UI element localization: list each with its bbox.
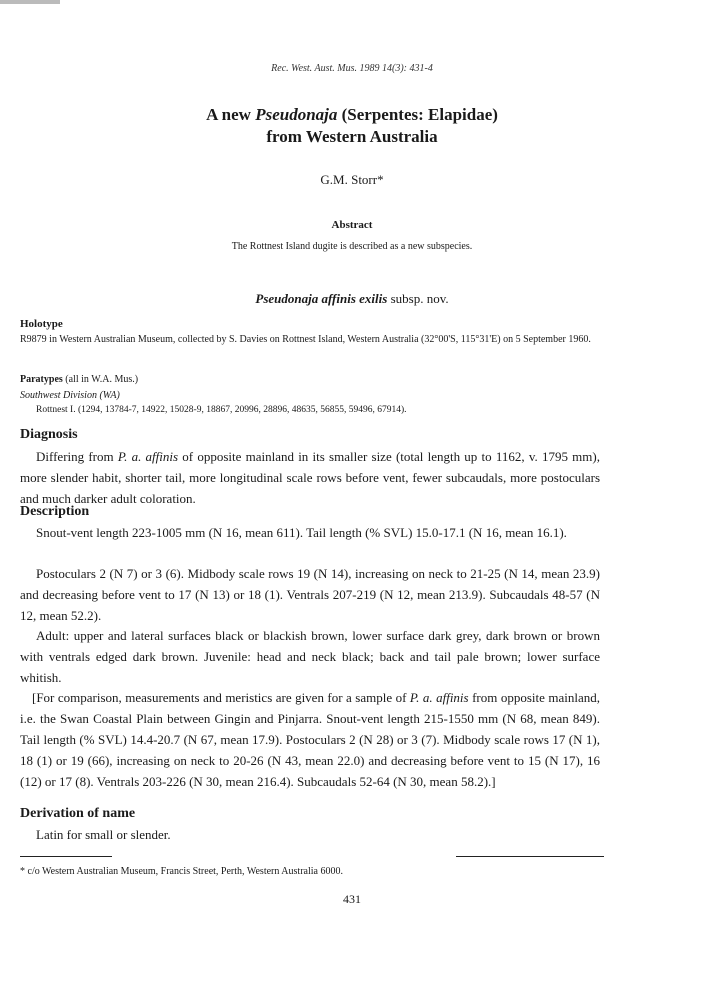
diagnosis-heading: Diagnosis (20, 427, 78, 442)
derivation-heading: Derivation of name (20, 806, 136, 821)
author: G.M. Storr* (320, 172, 384, 187)
abstract-heading: Abstract (331, 219, 373, 231)
comparison-post: from opposite mainland, i.e. the Swan Coastal Plain between Gingin and Pinjarra. Snout-vent length 215-1550 mm (N 68, mean 849). Tail length (% SVL) 14.4-20.7 (N 67, mean 17.9). Postoculars 2 (N 28) or 3 (7). Midbody scale rows 17 (N 1), 18 (1) or 19 (66), increasing on neck to 20-26 (N 43, mean 22.0) and decreasing before vent to 15 (N 17), 16 (12) or 17 (8). Ventrals 203-226 (N 30, mean 216.4). Subcaudals 52-64 (N 30, mean 58.2).] (20, 690, 600, 789)
holotype-heading: Holotype (20, 318, 63, 330)
paratypes-text: Rottnest I. (1294, 13784-7, 14922, 15028-9, 18867, 20996, 28896, 48635, 56855, 59496, 67914). (36, 405, 407, 415)
description-paragraph-1: Snout-vent length 223-1005 mm (N 16, mean 611). Tail length (% SVL) 15.0-17.1 (N 16, mean 16.1). (36, 525, 567, 540)
description-paragraph-2: Postoculars 2 (N 7) or 3 (6). Midbody scale rows 19 (N 14), increasing on neck to 21-25 (N 14, mean 23.9) and decreasing before vent to 17 (N 13) or 18 (1). Ventrals 207-219 (N 12, mean 213.9). Subcaudals 48-57 (N 12, mean 52.2). (20, 566, 600, 623)
footnote: * c/o Western Australian Museum, Francis Street, Perth, Western Australia 6000. (20, 866, 343, 877)
description-paragraph-4 (20, 687, 600, 792)
paratypes-region: Southwest Division (WA) (20, 390, 120, 401)
comparison-species: P. a. affinis (409, 690, 469, 705)
title-line-2: from Western Australia (266, 127, 438, 146)
title-line-1 (0, 104, 704, 126)
scan-edge-mark (0, 0, 60, 4)
taxon-name: Pseudonaja affinis exilis (255, 291, 388, 306)
title-genus: Pseudonaja (255, 105, 338, 124)
paper-title (0, 104, 704, 148)
footnote-rule-right (456, 856, 604, 857)
paratypes-heading: Paratypes (20, 374, 63, 385)
diagnosis-pre: Differing from (36, 449, 118, 464)
paratypes-location-note: (all in W.A. Mus.) (62, 374, 139, 385)
page-number: 431 (343, 892, 361, 906)
comparison-pre: [For comparison, measurements and meristics are given for a sample of (32, 690, 410, 705)
description-heading: Description (20, 504, 90, 519)
abstract-text: The Rottnest Island dugite is described as a new subspecies. (231, 241, 473, 252)
description-paragraph-3: Adult: upper and lateral surfaces black or blackish brown, lower surface dark grey, dark brown or brown with ventrals edged dark brown. Juvenile: head and neck black; back and tail pale brown; lower surface whitish. (20, 628, 600, 685)
footnote-rule-left (20, 856, 112, 857)
diagnosis-text (20, 446, 600, 509)
journal-reference: Rec. West. Aust. Mus. 1989 14(3): 431-4 (271, 63, 433, 74)
diagnosis-species: P. a. affinis (117, 449, 179, 464)
holotype-text: R9879 in Western Australian Museum, collected by S. Davies on Rottnest Island, Western Australia (32°00'S, 115°31'E) on 5 September 1960. (20, 334, 591, 345)
taxon-heading (0, 291, 704, 307)
title-prefix: A new (206, 105, 256, 124)
diagnosis-post: of opposite mainland in its smaller size (total length up to 1162, v. 1795 mm), more slender habit, shorter tail, more longitudinal scale rows before vent, fewer subcaudals, more postoculars and much darker adult coloration. (20, 449, 600, 506)
title-suffix: (Serpentes: Elapidae) (337, 105, 498, 124)
taxon-status: subsp. nov. (390, 291, 449, 306)
derivation-text: Latin for small or slender. (36, 827, 171, 842)
paratypes-heading-line (20, 374, 138, 385)
